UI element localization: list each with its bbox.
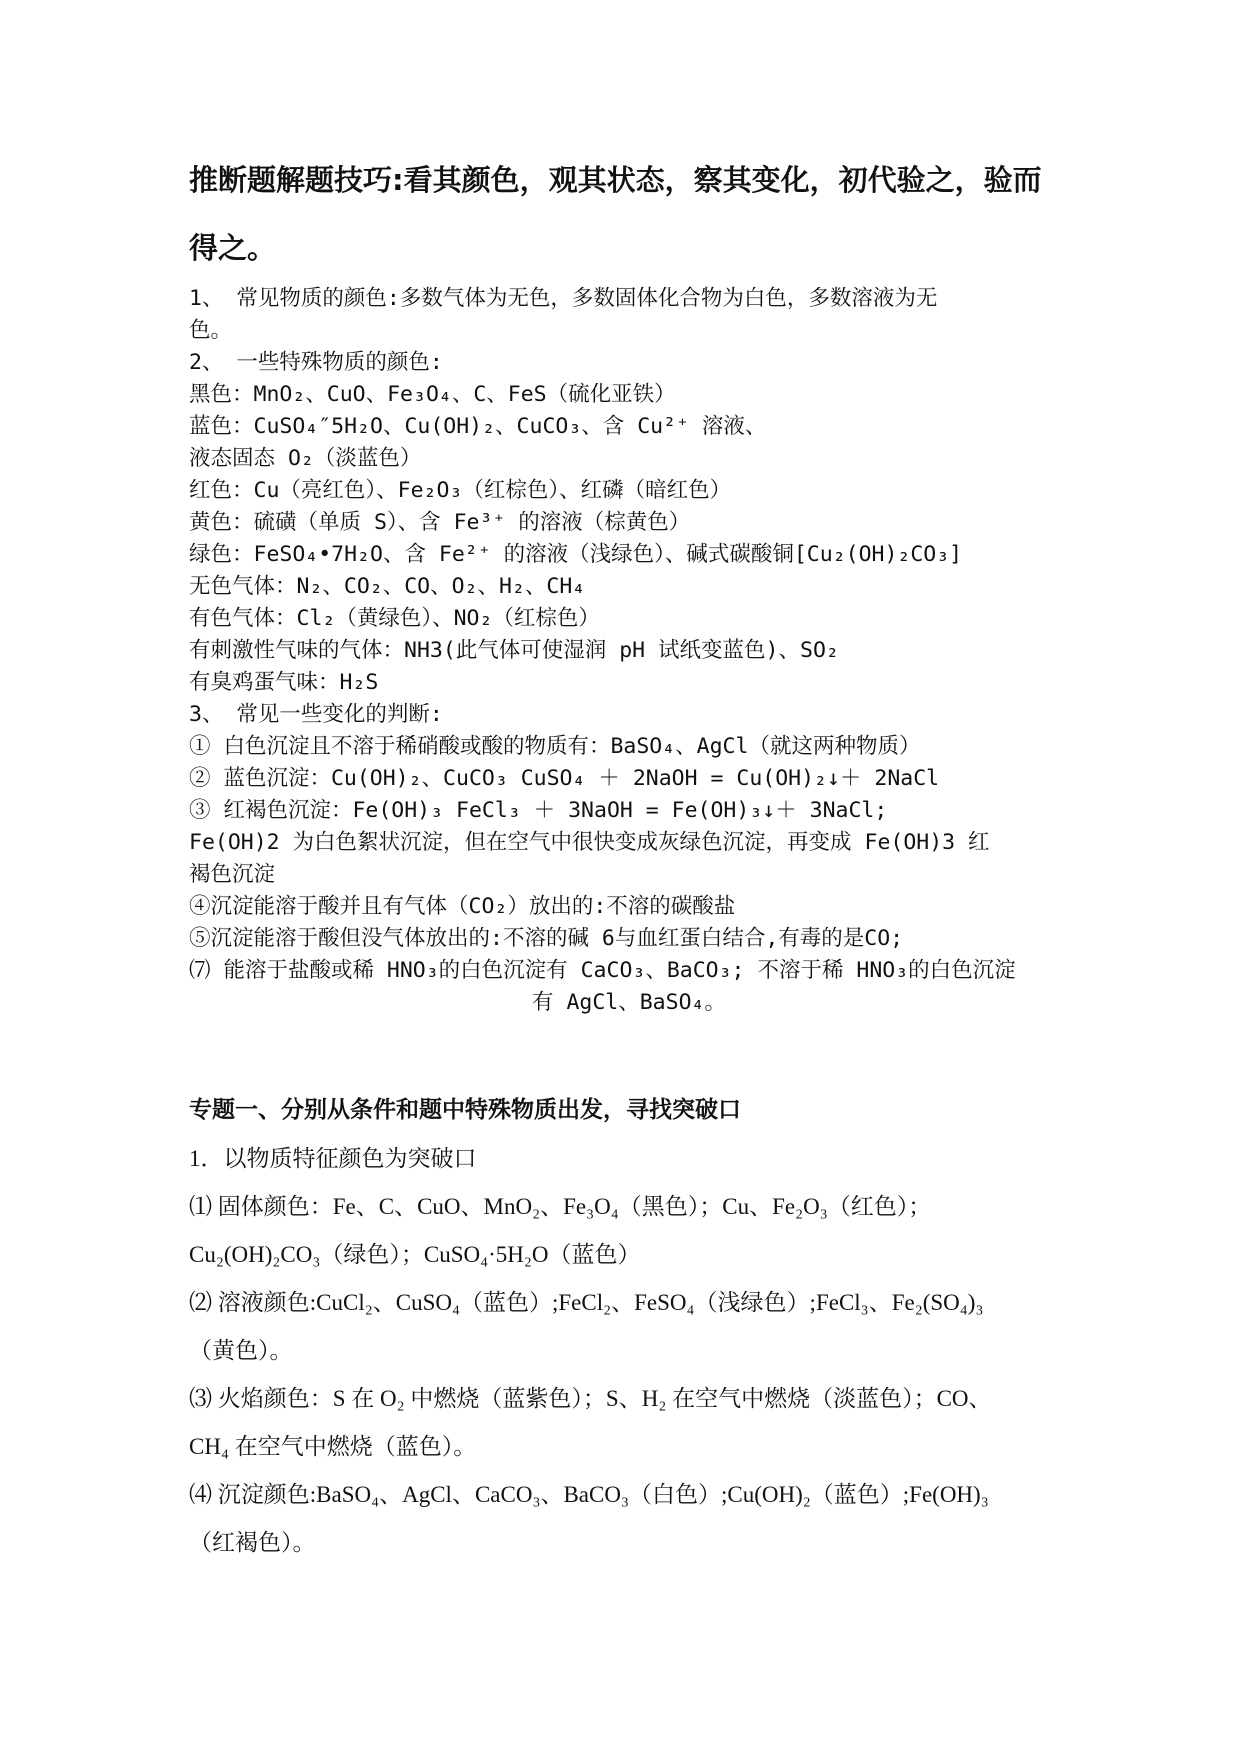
- text-line: ② 蓝色沉淀：Cu(OH)₂、CuCO₃ CuSO₄ ＋ 2NaOH = Cu(OH)₂↓＋ 2NaCl: [189, 766, 940, 791]
- text-line: 无色气体：N₂、CO₂、CO、O₂、H₂、CH₄: [189, 574, 586, 599]
- text-line: 色。: [189, 318, 233, 343]
- text-line: 蓝色：CuSO₄″5H₂O、Cu(OH)₂、CuCO₃、含 Cu²⁺ 溶液、: [189, 414, 767, 439]
- text-line: 1．以物质特征颜色为突破口: [189, 1146, 477, 1171]
- text-line: CH₄ 在空气中燃烧（蓝色）。: [189, 1434, 477, 1459]
- text-line: 有臭鸡蛋气味：H₂S: [189, 670, 379, 695]
- text-line: 3、 常见一些变化的判断:: [189, 702, 443, 727]
- text-line: 黄色：硫磺（单质 S）、含 Fe³⁺ 的溶液（棕黄色）: [189, 510, 691, 535]
- text-line: ① 白色沉淀且不溶于稀硝酸或酸的物质有：BaSO₄、AgCl（就这两种物质）: [189, 734, 921, 759]
- text-line-centered: 有 AgCl、BaSO₄。: [532, 990, 726, 1015]
- text-line: ③ 红褐色沉淀：Fe(OH)₃ FeCl₃ ＋ 3NaOH = Fe(OH)₃↓＋ 3NaCl;: [189, 798, 888, 823]
- text-line: ⑺ 能溶于盐酸或稀 HNO₃的白色沉淀有 CaCO₃、BaCO₃; 不溶于稀 HNO₃的白色沉淀: [189, 958, 1016, 983]
- text-line: ⑴ 固体颜色：Fe、C、CuO、MnO₂、Fe₃O₄（黑色）；Cu、Fe₂O₃（红色）；: [189, 1194, 932, 1219]
- text-line: 2、 一些特殊物质的颜色:: [189, 350, 443, 375]
- text-line: 红色：Cu（亮红色）、Fe₂O₃（红棕色）、红磷（暗红色）: [189, 478, 732, 503]
- text-line: 1、 常见物质的颜色:多数气体为无色，多数固体化合物为白色，多数溶液为无: [189, 286, 938, 311]
- text-line: 绿色：FeSO₄•7H₂O、含 Fe²⁺ 的溶液（浅绿色）、碱式碳酸铜[Cu₂(OH)₂CO₃]: [189, 542, 963, 567]
- text-line: ⑤沉淀能溶于酸但没气体放出的:不溶的碱 6与血红蛋白结合,有毒的是CO;: [189, 926, 904, 951]
- text-line: Fe(OH)2 为白色絮状沉淀，但在空气中很快变成灰绿色沉淀，再变成 Fe(OH)3 红: [189, 830, 990, 855]
- text-line: 黑色：MnO₂、CuO、Fe₃O₄、C、FeS（硫化亚铁）: [189, 382, 676, 407]
- text-line: （黄色）。: [189, 1338, 293, 1363]
- text-line: 有刺激性气味的气体：NH3(此气体可使湿润 pH 试纸变蓝色)、SO₂: [189, 638, 839, 663]
- text-line: ⑷ 沉淀颜色:BaSO₄、AgCl、CaCO₃、BaCO₃（白色）;Cu(OH)₂（蓝色）;Fe(OH)₃: [189, 1482, 989, 1507]
- text-line: ④沉淀能溶于酸并且有气体（CO₂）放出的:不溶的碳酸盐: [189, 894, 736, 919]
- page-title-line-1: 推断题解题技巧:看其颜色，观其状态，察其变化，初代验之，验而: [189, 163, 1042, 197]
- text-line: 液态固态 O₂（淡蓝色）: [189, 446, 422, 471]
- text-line: ⑶ 火焰颜色：S 在 O₂ 中燃烧（蓝紫色）；S、H₂ 在空气中燃烧（淡蓝色）；CO、: [189, 1386, 992, 1411]
- text-line: （红褐色）。: [189, 1530, 316, 1555]
- text-line: Cu₂(OH)₂CO₃（绿色）；CuSO₄·5H₂O（蓝色）: [189, 1242, 641, 1267]
- page-title-line-2: 得之。: [189, 231, 277, 265]
- text-line: ⑵ 溶液颜色:CuCl₂、CuSO₄（蓝色）;FeCl₂、FeSO₄（浅绿色）;FeCl₃、Fe₂(SO₄)₃: [189, 1290, 984, 1315]
- section-heading: 专题一、分别从条件和题中特殊物质出发，寻找突破口: [189, 1097, 741, 1123]
- text-line: 有色气体：Cl₂（黄绿色）、NO₂（红棕色）: [189, 606, 600, 631]
- text-line: 褐色沉淀: [189, 862, 276, 887]
